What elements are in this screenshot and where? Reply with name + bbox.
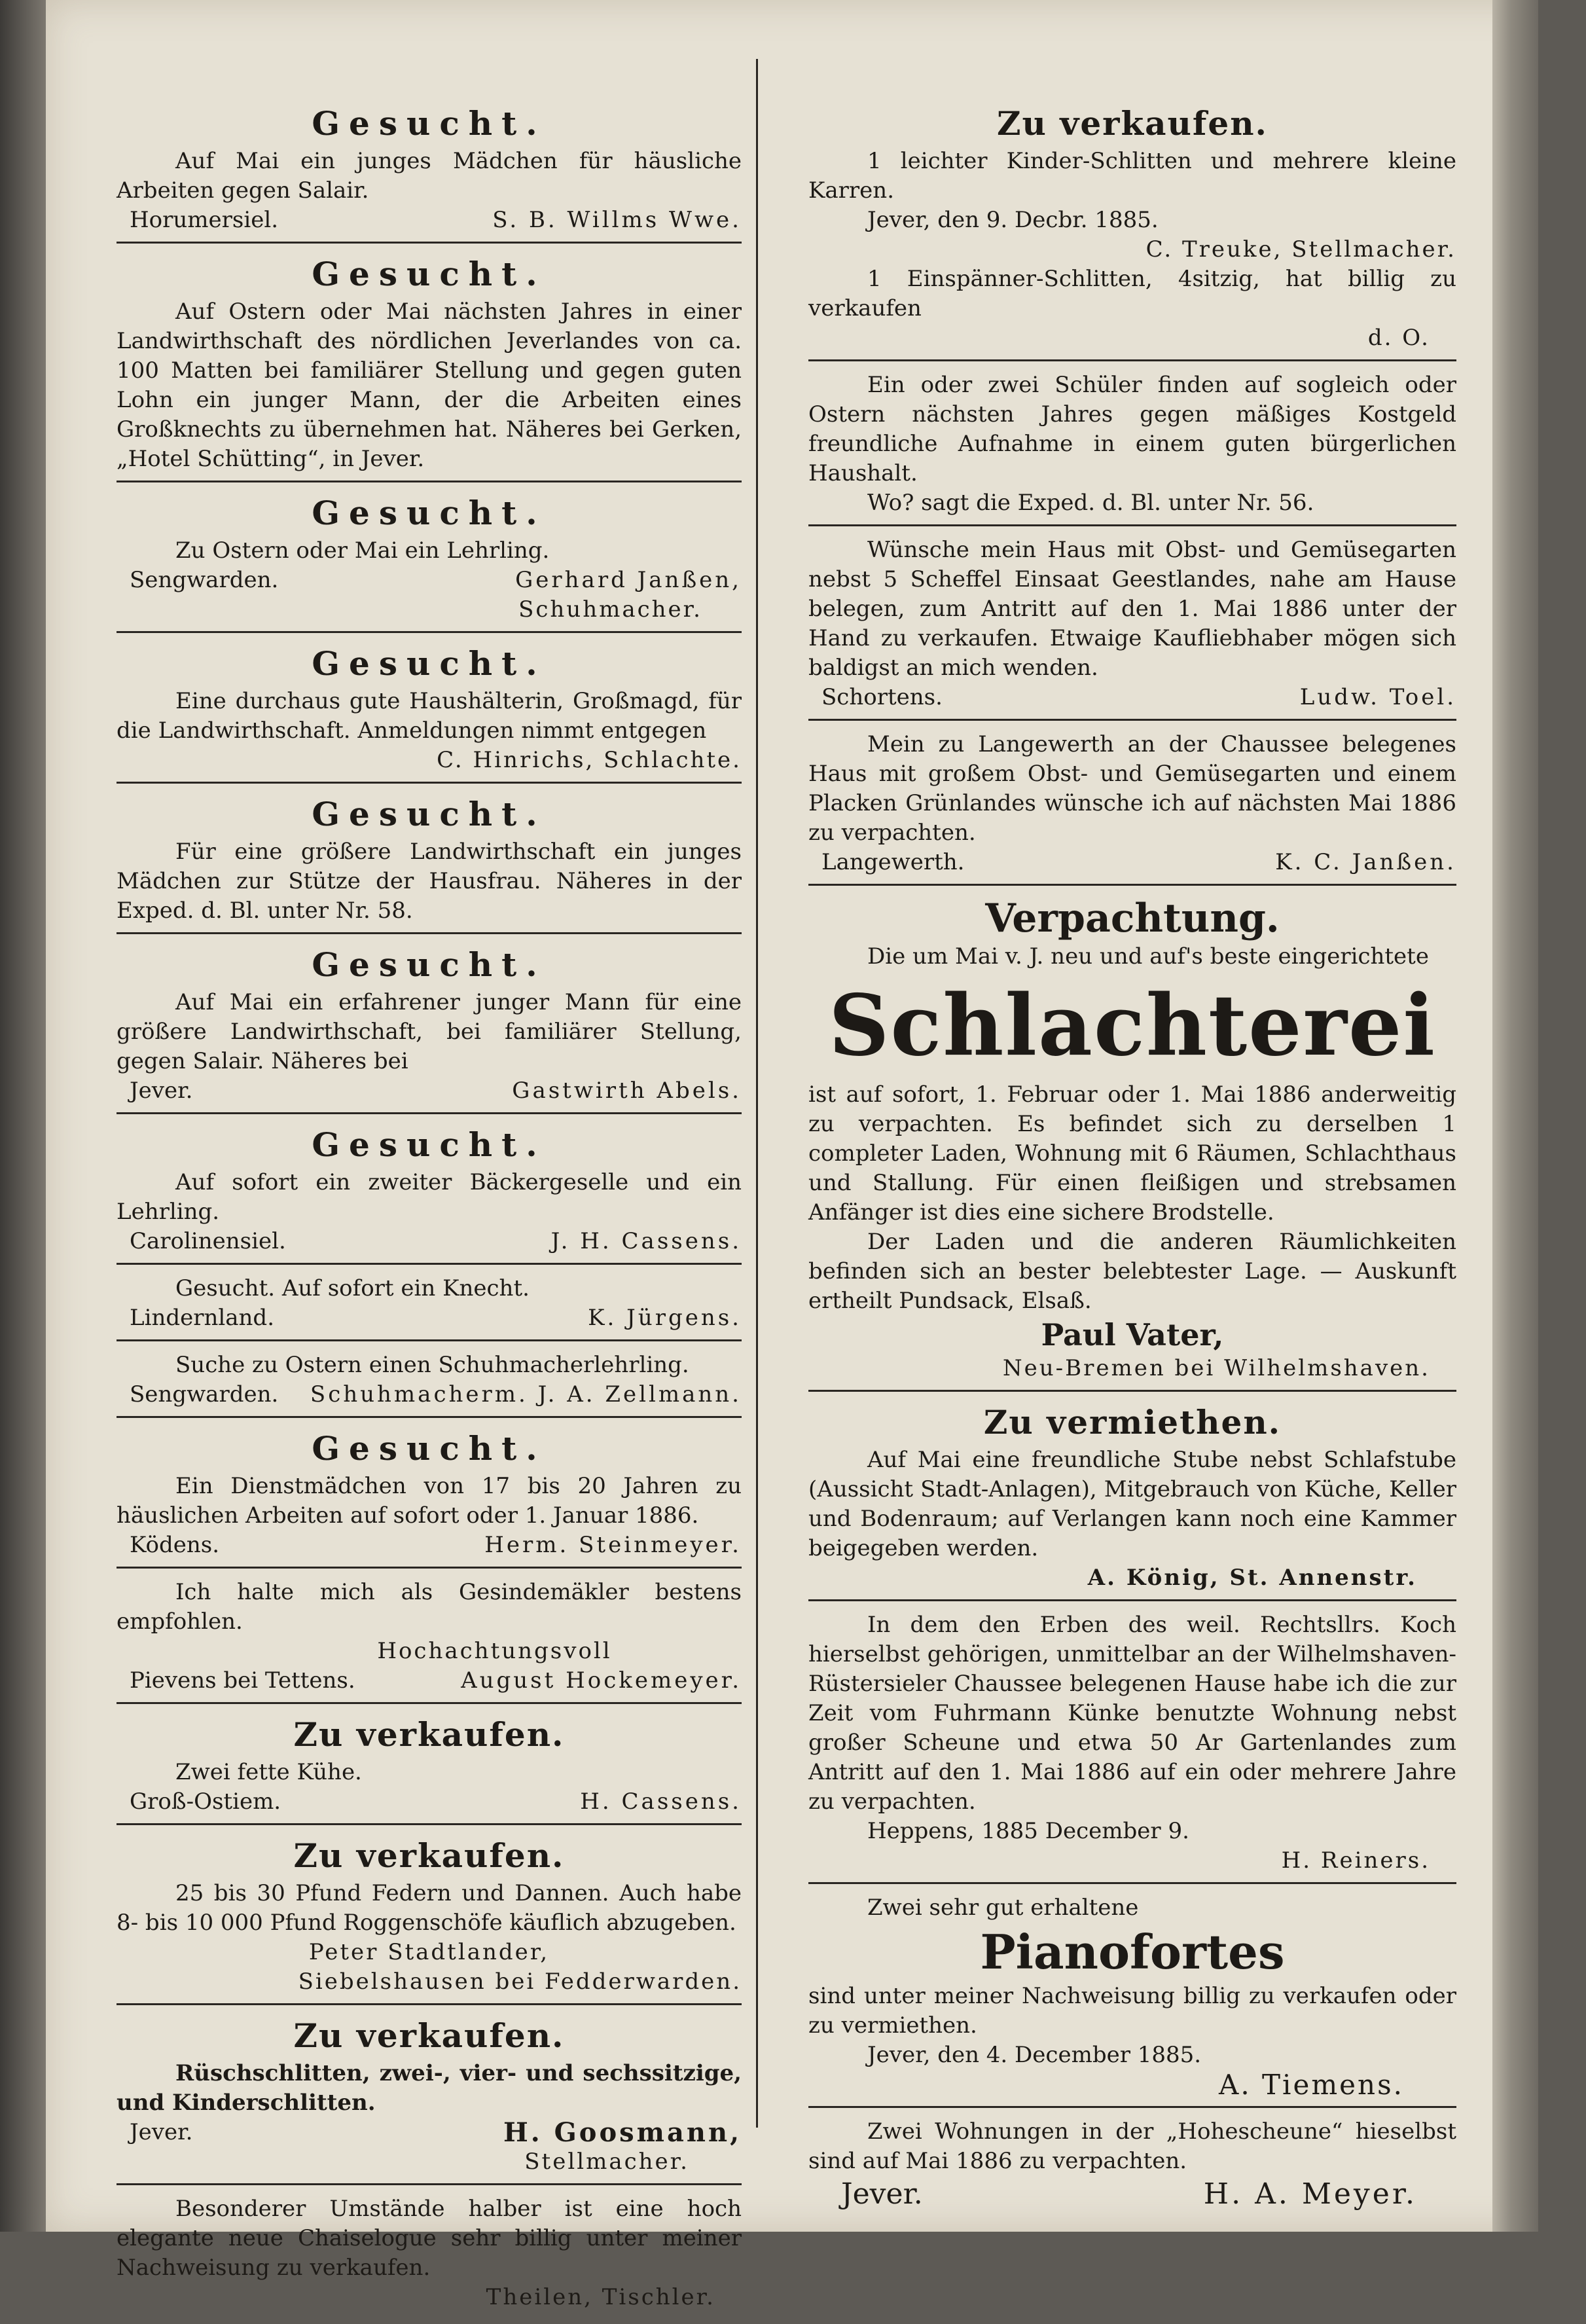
ad-closing: Hochachtungsvoll	[377, 1638, 612, 1664]
ad-left-0	[117, 98, 742, 244]
ad-left-1	[117, 249, 742, 482]
ad-body: Auf Mai eine freundliche Stube nebst Schlafstube (Aussicht Stadt-Anlagen), Mitgebrauch von Küche, Keller und Bodenraum; auf Verlangen kann noch eine Kammer beigegeben werden.	[808, 1447, 1456, 1561]
ad-place: Ködens.	[130, 1532, 219, 1558]
ad-body: In dem den Erben des weil. Rechtsllrs. Koch hierselbst gehörigen, unmittelbar an der Wilhelmshaven-Rüstersieler Chaussee belegenen Hause habe ich die zur Zeit vom Fuhrmann Künke benutzte Wohnung nebst großer Scheune und etwa 50 Ar Gartenlandes zum Antritt auf den 1. Mai 1886 auf ein oder mehrere Jahre zu verpachten.	[808, 1612, 1456, 1815]
ad-left-12	[117, 1830, 742, 2005]
ad-heading: Zu verkaufen.	[293, 2016, 565, 2055]
column-divider	[756, 59, 758, 2128]
ad-reference: Wo? sagt die Exped. d. Bl. unter Nr. 56.	[867, 490, 1314, 516]
ad-body: Zu Ostern oder Mai ein Lehrling.	[175, 537, 550, 564]
ad-heading: Verpachtung.	[985, 896, 1280, 941]
ad-body: ist auf sofort, 1. Februar oder 1. Mai 1886 anderweitig zu verpachten. Es befindet sich zu derselben 1 completer Laden, Wohnung mit 6 Räumen, Schlachthaus und Stallung. Für einen fleißigen und strebsamen Anfänger ist dies eine sichere Brodstelle.	[808, 1081, 1456, 1226]
ad-left-10	[117, 1574, 742, 1704]
ad-left-8	[117, 1347, 742, 1418]
ad-right-3	[808, 532, 1456, 721]
ad-date: Heppens, 1885 December 9.	[867, 1818, 1189, 1844]
ad-signature: Schuhmacherm. J. A. Zellmann.	[310, 1381, 742, 1407]
ad-left-2	[117, 488, 742, 633]
ad-body: Auf Mai ein junges Mädchen für häusliche Arbeiten gegen Salair.	[117, 148, 742, 204]
ad-heading: Gesucht.	[312, 104, 547, 143]
ad-signature: A. Tiemens.	[1219, 2069, 1404, 2101]
ad-signature-place: Siebelshausen bei Fedderwarden.	[298, 1969, 742, 1995]
ad-heading: Gesucht.	[312, 1429, 547, 1468]
ad-left-9	[117, 1423, 742, 1569]
ad-signature: H. A. Meyer.	[1203, 2177, 1417, 2211]
ad-place: Schortens.	[821, 684, 943, 710]
ad-right-8	[808, 1889, 1456, 2108]
ad-signature: August Hockemeyer.	[461, 1667, 742, 1694]
ad-display-word: Schlachterei	[828, 977, 1437, 1075]
ad-signature: C. Treuke, Stellmacher.	[1145, 236, 1456, 263]
ad-right-6	[808, 1397, 1456, 1601]
ad-place: Jever.	[841, 2177, 923, 2211]
ad-right-7	[808, 1607, 1456, 1884]
ad-left-5	[117, 939, 742, 1114]
ad-signature-2: d. O.	[1367, 325, 1430, 351]
ad-left-6	[117, 1119, 742, 1265]
ad-signature-title: Schuhmacher.	[518, 596, 702, 623]
ad-heading: Gesucht.	[312, 644, 547, 683]
ad-body-2: 1 Einspänner-Schlitten, 4sitzig, hat billig zu verkaufen	[808, 266, 1456, 321]
ad-body: Suche zu Ostern einen Schuhmacherlehrling.	[175, 1352, 689, 1378]
ad-signature: C. Hinrichs, Schlachte.	[437, 747, 742, 773]
ad-place: Jever.	[130, 1078, 193, 1104]
ad-place: Groß-Ostiem.	[130, 1788, 281, 1815]
ad-body: 25 bis 30 Pfund Federn und Dannen. Auch habe 8- bis 10 000 Pfund Roggenschöfe käuflich abzugeben.	[117, 1880, 742, 1936]
scan-left-margin	[0, 0, 46, 2232]
ad-signature: H. Goosmann,	[503, 2117, 742, 2148]
ad-body: Ein Dienstmädchen von 17 bis 20 Jahren zu häuslichen Arbeiten auf sofort oder 1. Januar 1886.	[117, 1473, 742, 1529]
ad-body: Auf Mai ein erfahrener junger Mann für eine größere Landwirthschaft, bei familiärer Stellung, gegen Salair. Näheres bei	[117, 989, 742, 1074]
page-edge	[1492, 0, 1538, 2232]
ad-left-7	[117, 1270, 742, 1341]
ad-body: Zwei fette Kühe.	[175, 1759, 362, 1785]
ad-signature: Paul Vater,	[1041, 1317, 1224, 1353]
ad-right-9	[808, 2113, 1456, 2219]
ad-left-14	[117, 2190, 742, 2319]
ad-heading: Zu verkaufen.	[293, 1715, 565, 1754]
ad-left-13	[117, 2010, 742, 2185]
ad-place: Sengwarden.	[130, 567, 279, 593]
ad-right-5	[808, 891, 1456, 1392]
ad-body: Für eine größere Landwirthschaft ein junges Mädchen zur Stütze der Hausfrau. Näheres in der Exped. d. Bl. unter Nr. 58.	[117, 839, 742, 924]
ad-body: Mein zu Langewerth an der Chaussee belegenes Haus mit großem Obst- und Gemüsegarten und einem Placken Grünlandes wünsche ich auf nächsten Mai 1886 zu verpachten.	[808, 731, 1456, 846]
ad-body: sind unter meiner Nachweisung billig zu verkaufen oder zu vermiethen.	[808, 1983, 1456, 2039]
ad-heading: Zu verkaufen.	[293, 1836, 565, 1875]
ad-right-1	[808, 98, 1456, 361]
ad-left-3	[117, 638, 742, 784]
ad-signature: Peter Stadtlander,	[308, 1939, 550, 1965]
ad-signature-title: Stellmacher.	[524, 2149, 689, 2175]
ad-right-2	[808, 367, 1456, 526]
ad-body: Eine durchaus gute Haushälterin, Großmagd, für die Landwirthschaft. Anmeldungen nimmt entgegen	[117, 688, 742, 744]
ad-place: Horumersiel.	[130, 207, 279, 233]
newspaper-page	[46, 0, 1538, 2310]
ad-signature: K. Jürgens.	[588, 1305, 742, 1331]
ad-body: Zwei Wohnungen in der „Hohescheune“ hieselbst sind auf Mai 1886 zu verpachten.	[808, 2118, 1456, 2174]
ad-body: Auf Ostern oder Mai nächsten Jahres in einer Landwirthschaft des nördlichen Jeverlandes von ca. 100 Matten bei familiärer Stellung und gegen guten Lohn ein junger Mann, der die Arbeiten eines Großknechts zu übernehmen hat. Näheres bei Gerken, „Hotel Schütting“, in Jever.	[117, 299, 742, 472]
ad-heading: Gesucht.	[312, 945, 547, 984]
ad-body: Auf sofort ein zweiter Bäckergeselle und ein Lehrling.	[117, 1169, 742, 1225]
ad-signature: K. C. Janßen.	[1275, 849, 1456, 875]
ad-place: Langewerth.	[821, 849, 965, 875]
ad-signature: Gastwirth Abels.	[512, 1078, 742, 1104]
ad-place: Sengwarden.	[130, 1381, 279, 1407]
ad-signature: Theilen, Tischler.	[486, 2284, 715, 2310]
ad-place: Lindernland.	[130, 1305, 274, 1331]
ad-display-word: Pianofortes	[980, 1924, 1285, 1980]
ad-signature: H. Reiners.	[1281, 1847, 1430, 1874]
ad-heading: Zu vermiethen.	[983, 1403, 1282, 1442]
ad-address: Neu-Bremen bei Wilhelmshaven.	[1002, 1355, 1430, 1381]
ad-intro: Zwei sehr gut erhaltene	[867, 1895, 1139, 1921]
ad-body: 1 leichter Kinder-Schlitten und mehrere kleine Karren.	[808, 148, 1456, 204]
ad-signature: S. B. Willms Wwe.	[492, 207, 742, 233]
ad-date: Jever, den 4. December 1885.	[867, 2042, 1202, 2068]
ad-place: Pievens bei Tettens.	[130, 1667, 355, 1694]
ad-intro: Die um Mai v. J. neu und auf's beste eingerichtete	[867, 943, 1429, 970]
left-column	[117, 98, 742, 2324]
ad-heading: Gesucht.	[312, 494, 547, 532]
ad-signature: Ludw. Toel.	[1299, 684, 1456, 710]
ad-signature: Gerhard Janßen,	[515, 567, 742, 593]
ad-heading: Gesucht.	[312, 1125, 547, 1164]
ad-body: Rüschschlitten, zwei-, vier- und sechssitzige, und Kinderschlitten.	[117, 2060, 742, 2116]
ad-body: Ich halte mich als Gesindemäkler bestens empfohlen.	[117, 1579, 742, 1635]
ad-body: Besonderer Umstände halber ist eine hoch elegante neue Chaiselogue sehr billig unter meiner Nachweisung zu verkaufen.	[117, 2196, 742, 2281]
ad-body-2: Der Laden und die anderen Räumlichkeiten befinden sich an bester belebtester Lage. — Auskunft ertheilt Pundsack, Elsaß.	[808, 1229, 1456, 1314]
ad-date: Jever, den 9. Decbr. 1885.	[867, 207, 1159, 233]
ad-place: Carolinensiel.	[130, 1228, 286, 1254]
ad-signature: J. H. Cassens.	[550, 1228, 742, 1254]
right-column	[808, 98, 1456, 2224]
ad-signature: Herm. Steinmeyer.	[484, 1532, 742, 1558]
ad-left-11	[117, 1709, 742, 1825]
ad-signature: H. Cassens.	[580, 1788, 742, 1815]
ad-signature: A. König, St. Annenstr.	[1087, 1565, 1417, 1591]
ad-place: Jever.	[130, 2119, 193, 2145]
ad-heading: Gesucht.	[312, 255, 547, 293]
ad-left-4	[117, 789, 742, 934]
ad-body: Gesucht. Auf sofort ein Knecht.	[175, 1275, 530, 1301]
ad-heading: Zu verkaufen.	[997, 104, 1268, 143]
ad-heading: Gesucht.	[312, 795, 547, 833]
ad-body: Wünsche mein Haus mit Obst- und Gemüsegarten nebst 5 Scheffel Einsaat Geestlandes, nahe am Hause belegen, zum Antritt auf den 1. Mai 1886 unter der Hand zu verkaufen. Etwaige Kaufliebhaber mögen sich baldigst an mich wenden.	[808, 537, 1456, 681]
ad-body: Ein oder zwei Schüler finden auf sogleich oder Ostern nächsten Jahres gegen mäßiges Kostgeld freundliche Aufnahme in einem guten bürgerlichen Haushalt.	[808, 372, 1456, 486]
ad-right-4	[808, 726, 1456, 886]
